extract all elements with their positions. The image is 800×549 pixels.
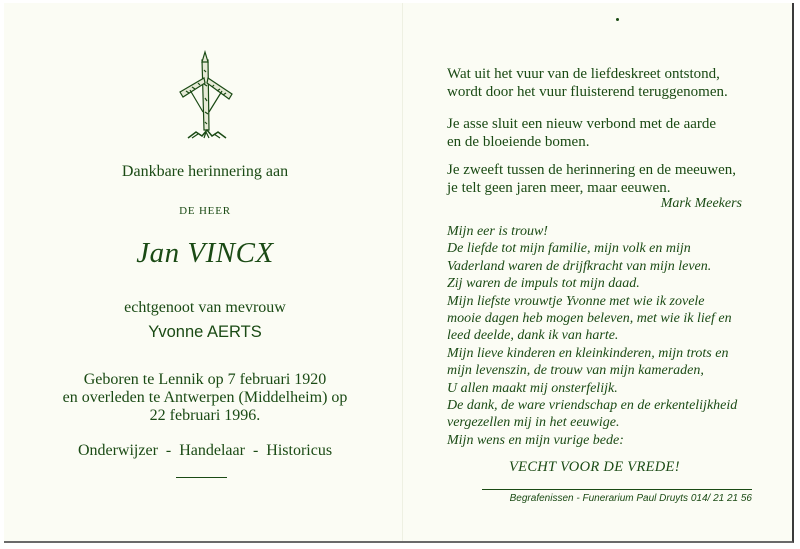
poem-author: Mark Meekers [660,196,742,211]
text-line: mooie dagen heb mogen beleven, met wie ik lief en [447,310,732,326]
text-line: De liefde tot mijn familie, mijn volk en mijn [447,241,691,257]
text-line: De dank, de ware vriendschap en de erkentelijkheid [447,397,738,413]
text-line: leed deelde, dank ik van harte. [447,328,619,344]
poem-stanza [447,65,728,101]
divider-line [176,477,227,478]
poem-line: wordt door het vuur fluisterend teruggenomen. [447,84,728,100]
funeral-home-footer: Begrafenissen - Funerarium Paul Druyts 014/ 21 21 56 [482,489,752,504]
poem-line: Je zweeft tussen de herinnering en de meeuwen, [447,162,737,178]
spouse-label: echtgenoot van mevrouw [124,299,286,316]
closing-slogan: VECHT VOOR DE VREDE! [509,459,680,475]
text-line: Vaderland waren de drijfkracht van mijn leven. [447,258,712,274]
text-line: Mijn liefste vrouwtje Yvonne met wie ik zovele [447,293,705,309]
title-text: DE HEER [179,205,231,217]
text-line: Mijn lieve kinderen en kleinkinderen, mijn trots en [447,345,729,361]
wooden-cross-icon [174,50,238,142]
death-line: en overleden te Antwerpen (Middelheim) op [62,389,348,406]
deceased-name: Jan VINCX [136,237,274,269]
text-line: mijn levenszin, de trouw van mijn kameraden, [447,363,704,379]
center-fold [402,3,403,541]
poem-line: Je asse sluit een nieuw verbond met de aarde [447,116,717,132]
decorative-dot [616,18,619,21]
dedication-text: Dankbare herinnering aan [121,163,289,180]
birth-death-info [50,371,360,425]
memorial-card [4,3,794,543]
birth-line: Geboren te Lennik op 7 februari 1920 [83,371,327,388]
spouse-name: Yvonne AERTS [148,323,262,341]
text-line: U allen maakt mij onsterfelijk. [447,380,618,396]
personal-text [447,223,737,449]
poem-line: en de bloeiende bomen. [447,134,590,150]
poem-line: Wat uit het vuur van de liefdeskreet ontstond, [447,66,720,82]
death-date-line: 22 februari 1996. [149,407,261,424]
poem-stanza [447,115,716,151]
text-line: Zij waren de impuls tot mijn daad. [447,276,640,292]
professions: Onderwijzer - Handelaar - Historicus [77,442,333,459]
poem-stanza [447,161,736,197]
text-line: vergezellen mij in het eeuwige. [447,415,620,431]
poem-line: je telt geen jaren meer, maar eeuwen. [447,180,671,196]
text-line: Mijn wens en mijn vurige bede: [447,432,624,448]
text-line: Mijn eer is trouw! [447,224,548,239]
